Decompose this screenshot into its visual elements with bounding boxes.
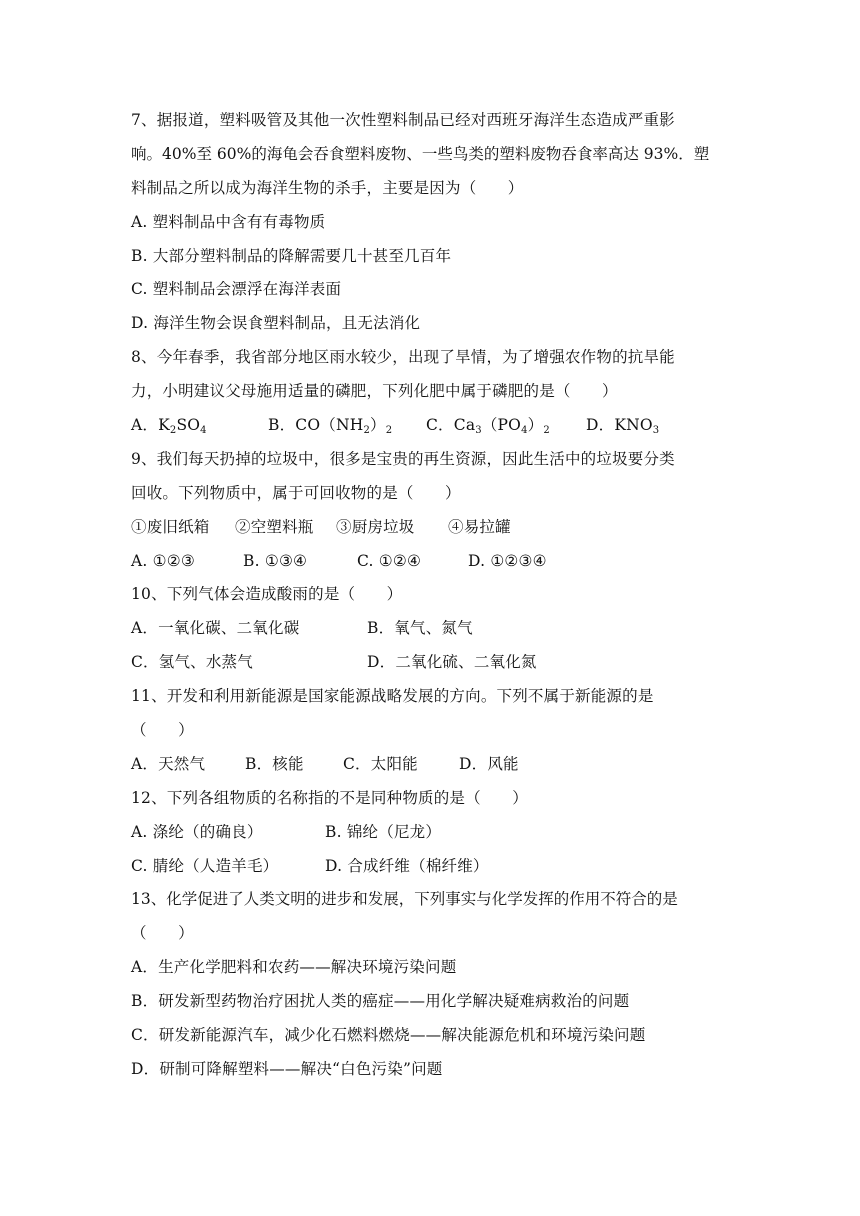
q10-option-a: A．一氧化碳、二氧化碳	[131, 619, 300, 638]
q8-option-c: C．$Ca_3(PO_4)_2$	[426, 416, 550, 437]
q9-option-b: B. ①③④	[243, 551, 308, 570]
q13-option-b: B．研发新型药物治疗困扰人类的癌症——用化学解决疑难病救治的问题	[131, 992, 630, 1011]
q9-item-4: ④易拉罐	[448, 517, 511, 536]
q8-option-b: B．$CO(NH_2)_2$	[268, 416, 393, 437]
q11-option-a: A．天然气	[131, 754, 206, 773]
q9-options	[131, 545, 731, 579]
q9-stem-line-1: 9、我们每天扔掉的垃圾中，很多是宝贵的再生资源，因此生活中的垃圾要分类	[131, 449, 675, 468]
q8-stem-line-1: 8、今年春季，我省部分地区雨水较少，出现了旱情，为了增强农作物的抗旱能	[131, 348, 675, 367]
q7-option-b: B. 大部分塑料制品的降解需要几十甚至几百年	[131, 246, 452, 265]
q11-options	[131, 748, 731, 782]
q9-item-3: ③厨房垃圾	[336, 517, 415, 536]
q7-option-a: A. 塑料制品中含有有毒物质	[131, 212, 326, 231]
q10-options-row-1	[131, 612, 731, 646]
q11-option-b: B．核能	[245, 754, 304, 773]
q13-option-a: A．生产化学肥料和农药——解决环境污染问题	[131, 958, 457, 977]
q9-option-c: C. ①②④	[357, 551, 422, 570]
q12-stem: 12、下列各组物质的名称指的不是同种物质的是（ ）	[131, 788, 528, 807]
q8-option-a: A．$K_2SO_4$	[131, 416, 207, 437]
q13-stem-line-2: （ ）	[131, 924, 194, 943]
question-list	[131, 104, 731, 1087]
q12-option-d: D. 合成纤维（棉纤维）	[325, 856, 489, 875]
q7-stem-line-2: 响。40%至 60%的海龟会吞食塑料废物、一些鸟类的塑料废物吞食率高达 93%．塑	[131, 144, 710, 163]
q10-options-row-2	[131, 646, 731, 680]
q9-stem-line-2: 回收。下列物质中，属于可回收物的是（ ）	[131, 483, 461, 502]
q9-item-1: ①废旧纸箱	[131, 517, 210, 536]
q12-options-row-2	[131, 850, 731, 884]
q13-stem-line-1: 13、化学促进了人类文明的进步和发展，下列事实与化学发挥的作用不符合的是	[131, 890, 678, 909]
q11-option-c: C．太阳能	[343, 754, 418, 773]
q10-option-b: B．氧气、氮气	[367, 619, 473, 638]
q8-stem-line-2: 力，小明建议父母施用适量的磷肥，下列化肥中属于磷肥的是（ ）	[131, 382, 618, 401]
q11-option-d: D．风能	[459, 754, 519, 773]
q13-option-d: D．研制可降解塑料——解决“白色污染”问题	[131, 1059, 443, 1078]
q13-option-c: C．研发新能源汽车，减少化石燃料燃烧——解决能源危机和环境污染问题	[131, 1026, 646, 1045]
q10-option-d: D．二氧化硫、二氧化氮	[367, 653, 537, 672]
q12-option-a: A. 涤纶（的确良）	[131, 822, 263, 841]
q7-option-d: D. 海洋生物会误食塑料制品，且无法消化	[131, 314, 421, 333]
q10-option-c: C．氢气、水蒸气	[131, 653, 253, 672]
q8-options	[131, 409, 731, 443]
q12-option-b: B. 锦纶（尼龙）	[325, 822, 442, 841]
q8-option-d: D．$KNO_3$	[586, 416, 660, 437]
q7-option-c: C. 塑料制品会漂浮在海洋表面	[131, 280, 342, 299]
q9-items	[131, 511, 731, 545]
q11-stem-line-2: （ ）	[131, 721, 194, 740]
q11-stem-line-1: 11、开发和利用新能源是国家能源战略发展的方向。下列不属于新能源的是	[131, 687, 654, 706]
q7-stem-line-3: 料制品之所以成为海洋生物的杀手，主要是因为（ ）	[131, 178, 524, 197]
q7-stem-line-1: 7、据报道，塑料吸管及其他一次性塑料制品已经对西班牙海洋生态造成严重影	[131, 111, 675, 129]
q12-option-c: C. 腈纶（人造羊毛）	[131, 856, 279, 875]
q12-options-row-1	[131, 816, 731, 850]
q9-option-a: A. ①②③	[131, 551, 195, 570]
q10-stem: 10、下列气体会造成酸雨的是（ ）	[131, 585, 403, 604]
q9-option-d: D. ①②③④	[468, 551, 547, 570]
q9-item-2: ②空塑料瓶	[235, 517, 314, 536]
